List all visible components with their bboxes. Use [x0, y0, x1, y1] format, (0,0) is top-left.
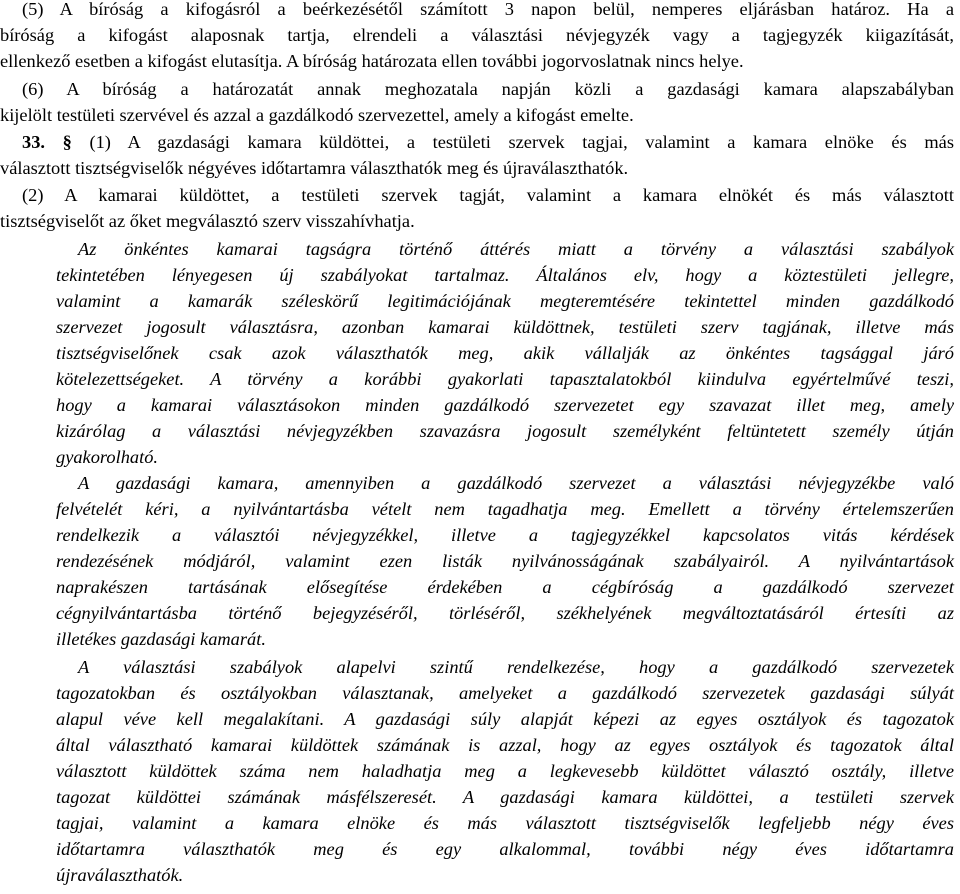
text-line: bíróság a kifogást alaposnak tartja, elrendeli a választási névjegyzék vagy a tagjegyzék kiigazítását, [0, 25, 954, 45]
text-line: ellenkező esetben a kifogást elutasítja. A bíróság határozata ellen további jogorvoslatnak nincs helye. [0, 51, 744, 71]
text-line: kijelölt testületi szervével és azzal a gazdálkodó szervezettel, amely a kifogást emelte. [0, 105, 634, 125]
text-line: választott küldöttek száma nem haladhatja meg a legkevesebb küldöttet választó osztály, illetve [56, 761, 954, 781]
text-line: választott tisztségviselők négyéves időtartamra választhatók meg és újraválaszthatók. [0, 158, 629, 178]
text-line: (6) A bíróság a határozatát annak meghozatala napján közli a gazdasági kamara alapszabályban [22, 79, 954, 99]
text-line: kötelezettségeket. A törvény a korábbi gyakorlati tapasztalatokból kiindulva egyértelművé teszi, [56, 369, 954, 389]
text-line: újraválaszthatók. [56, 865, 184, 885]
text-line: A gazdasági kamara, amennyiben a gazdálkodó szervezet a választási névjegyzékbe való [78, 473, 954, 493]
section-sign: § [62, 132, 72, 152]
text-line: hogy a kamarai választásokon minden gazdálkodó szervezetet egy szavazat illet meg, amely [56, 395, 954, 415]
text-line: kizárólag a választási névjegyzékben szavazásra jogosult személyként feltüntetett személy útján [56, 421, 954, 441]
section-number: 33. [22, 132, 45, 152]
text-line: felvételét kéri, a nyilvántartásba vételt nem tagadhatja meg. Emellett a törvény értelemszerűen [56, 499, 954, 519]
text-line: illetékes gazdasági kamarát. [56, 629, 266, 649]
text-line: (2) A kamarai küldöttet, a testületi szervek tagját, valamint a kamara elnökét és más választott [22, 185, 954, 205]
text-line [22, 131, 954, 153]
text-line: rendelkezik a választói névjegyzékkel, illetve a tagjegyzékkel kapcsolatos vitás kérdések [56, 525, 954, 545]
text-line: szervezet jogosult választásra, azonban kamarai küldöttnek, testületi szerv tagjának, illetve más [56, 317, 954, 337]
text-line: cégnyilvántartásba történő bejegyzéséről, törléséről, székhelyének megváltoztatásáról értesíti az [56, 603, 954, 623]
text-line: tisztségviselőt az őket megválasztó szerv visszahívhatja. [0, 211, 415, 231]
text-line: tagjai, valamint a kamara elnöke és más választott tisztségviselők legfeljebb négy éves [56, 813, 954, 833]
text-line: tekintetében lényegesen új szabályokat tartalmaz. Általános elv, hogy a köztestületi jellegre, [56, 265, 954, 285]
text-line: alapul véve kell megalakítani. A gazdasági súly alapját képezi az egyes osztályok és tagozatok [56, 709, 954, 729]
text-line: gyakorolható. [56, 447, 158, 467]
text-line: (5) A bíróság a kifogásról a beérkezésétől számított 3 napon belül, nemperes eljárásban határoz. Ha a [22, 0, 954, 19]
text-line: Az önkéntes kamarai tagságra történő áttérés miatt a törvény a választási szabályok [78, 239, 954, 259]
text-line: A választási szabályok alapelvi szintű rendelkezése, hogy a gazdálkodó szervezetek [78, 657, 954, 677]
text-line: tisztségviselőnek csak azok választhatók meg, akik vállalják az önkéntes tagsággal járó [56, 343, 954, 363]
text-line: tagozat küldöttei számának másfélszeresét. A gazdasági kamara küldöttei, a testületi szervek [56, 787, 954, 807]
text-line: rendezésének módjáról, valamint ezen listák nyilvánosságának szabályairól. A nyilvántartások [56, 551, 954, 571]
text-line: által választható kamarai küldöttek számának is azzal, hogy az egyes osztályok és tagozatok által [56, 735, 954, 755]
text-line: naprakészen tartásának elősegítése érdekében a cégbíróság a gazdálkodó szervezet [56, 577, 954, 597]
section-text: (1) A gazdasági kamara küldöttei, a testületi szervek tagjai, valamint a kamara elnöke és más [71, 132, 954, 152]
text-line: valamint a kamarák széleskörű legitimációjának megteremtésére tekintettel minden gazdálkodó [56, 291, 954, 311]
text-line: időtartamra választhatók meg és egy alkalommal, további négy éves időtartamra [56, 839, 954, 859]
text-line: tagozatokban és osztályokban választanak, amelyeket a gazdálkodó szervezetek gazdasági súlyát [56, 683, 954, 703]
